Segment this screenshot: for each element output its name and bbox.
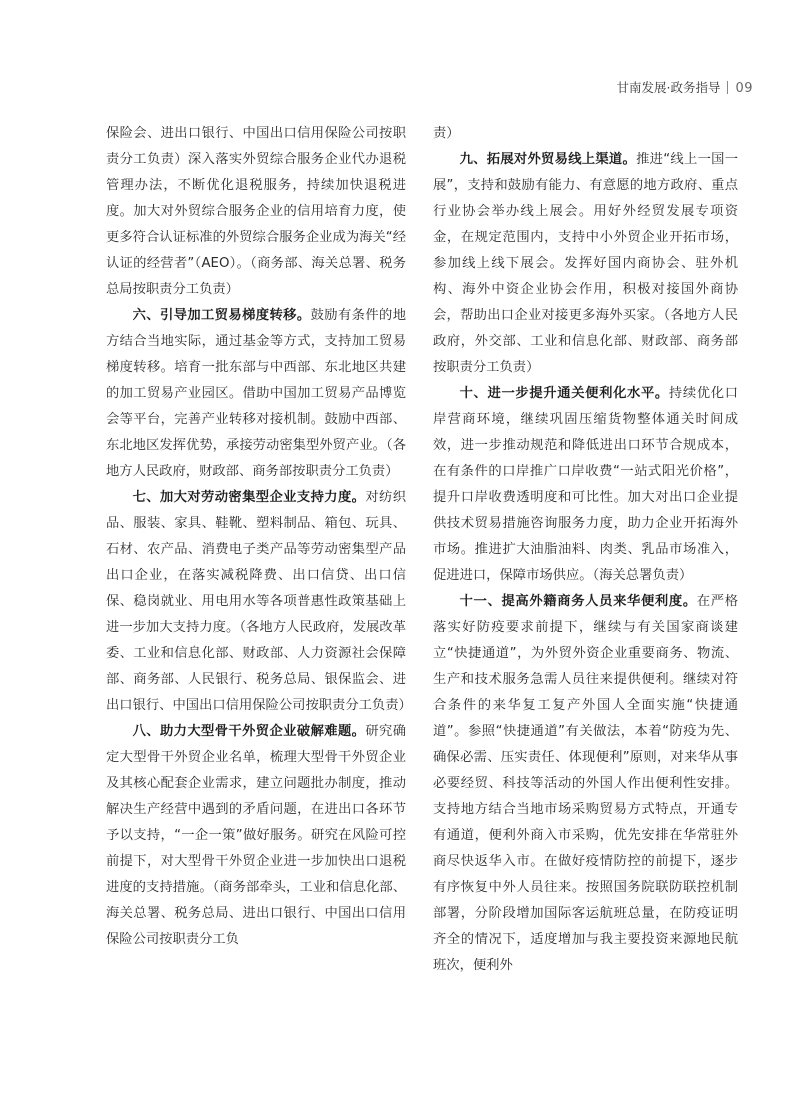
section-heading: 九、拓展对外贸易线上渠道。 <box>459 152 637 167</box>
section-body: 持续优化口岸营商环境，继续巩固压缩货物整体通关时间成效，进一步推动规范和降低进出口环节合规成本，在有条件的口岸推广口岸收费“一站式阳光价格”，提升口岸收费透明度和可比性。加大对出口企业提供技术贸易措施咨询服务力度，助力企业开拓海外市场。推进扩大油脂油料、肉类、乳品市场准入，促进进口，保障市场供应。（海关总署负责） <box>433 386 738 583</box>
section-heading: 七、加大对劳动密集型企业支持力度。 <box>132 490 366 505</box>
section-body: 在严格落实好防疫要求前提下，继续与有关国家商谈建立“快捷通道”，为外贸外资企业重要商务、物流、生产和技术服务急需人员往来提供便利。继续对符合条件的来华复工复产外国人全面实施“快捷通道”。参照“快捷通道”有关做法，本着“防疫为先、确保必需、压实责任、体现便利”原则，对来华从事必要经贸、科技等活动的外国人作出便利性安排。支持地方结合当地市场采购贸易方式特点，开通专有通道，便利外商入市采购，优先安排在华常驻外商尽快返华入市。在做好疫情防控的前提下，逐步有序恢复中外人员往来。按照国务院联防联控机制部署，分阶段增加国际客运航班总量，在防疫证明齐全的情况下，适度增加与我主要投资来源地民航班次，便利外 <box>433 594 738 973</box>
section-body: 研究确定大型骨干外贸企业名单，梳理大型骨干外贸企业及其核心配套企业需求，建立问题批办制度，推动解决生产经营中遇到的矛盾问题，在进出口各环节予以支持，“一企一策”做好服务。研究在风险可控前提下，对大型骨干外贸企业进一步加快出口退税进度的支持措施。（商务部牵头，工业和信息化部、海关总署、税务总局、进出口银行、中国出口信用保险公司按职责分工负 <box>106 724 407 947</box>
header-divider <box>727 81 728 94</box>
paragraph: 责） <box>433 126 460 141</box>
paragraph <box>106 303 406 485</box>
section-body: 对纺织品、服装、家具、鞋靴、塑料制品、箱包、玩具、石材、农产品、消费电子类产品等劳动密集型产品出口企业，在落实减税降费、出口信贷、出口信保、稳岗就业、用电用水等各项普惠性政策基础上进一步加大支持力度。（各地方人民政府，发展改革委、工业和信息化部、财政部、人力资源社会保障部、商务部、人民银行、税务总局、银保监会、进出口银行、中国出口信用保险公司按职责分工负责） <box>106 490 412 713</box>
paragraph <box>106 485 412 719</box>
left-column <box>106 121 412 953</box>
page-header <box>616 78 753 96</box>
paragraph <box>106 719 406 953</box>
paragraph <box>433 147 738 381</box>
section-heading: 六、引导加工贸易梯度转移。 <box>132 308 311 323</box>
paragraph: 保险会、进出口银行、中国出口信用保险公司按职责分工负责）深入落实外贸综合服务企业代办退税管理办法，不断优化退税服务，持续加快退税进度。加大对外贸综合服务企业的信用培育力度，使更多符合认证标准的外贸综合服务企业成为海关“经认证的经营者”（AEO）。（商务部、海关总署、税务总局按职责分工负责） <box>106 126 406 297</box>
section-heading: 十、进一步提升通关便利化水平。 <box>459 386 669 401</box>
section-heading: 八、助力大型骨干外贸企业破解难题。 <box>132 724 366 739</box>
paragraph <box>433 381 738 589</box>
right-column <box>433 121 738 979</box>
section-heading: 十一、提高外籍商务人员来华便利度。 <box>459 594 697 609</box>
running-title: 甘南发展·政务指导 <box>616 80 721 95</box>
paragraph <box>433 589 738 979</box>
section-body: 鼓励有条件的地方结合当地实际，通过基金等方式，支持加工贸易梯度转移。培育一批东部与中西部、东北地区共建的加工贸易产业园区。借助中国加工贸易产品博览会等平台，完善产业转移对接机制。鼓励中西部、东北地区发挥优势，承接劳动密集型外贸产业。（各地方人民政府，财政部、商务部按职责分工负责） <box>106 308 407 479</box>
page-number: 09 <box>735 81 753 96</box>
section-body: 推进“线上一国一展”，支持和鼓励有能力、有意愿的地方政府、重点行业协会举办线上展会。用好外经贸发展专项资金，在规定范围内，支持中小外贸企业开拓市场，参加线上线下展会。发挥好国内商协会、驻外机构、海外中资企业协会作用，积极对接国外商协会，帮助出口企业对接更多海外买家。（各地方人民政府，外交部、工业和信息化部、财政部、商务部按职责分工负责） <box>433 152 739 375</box>
